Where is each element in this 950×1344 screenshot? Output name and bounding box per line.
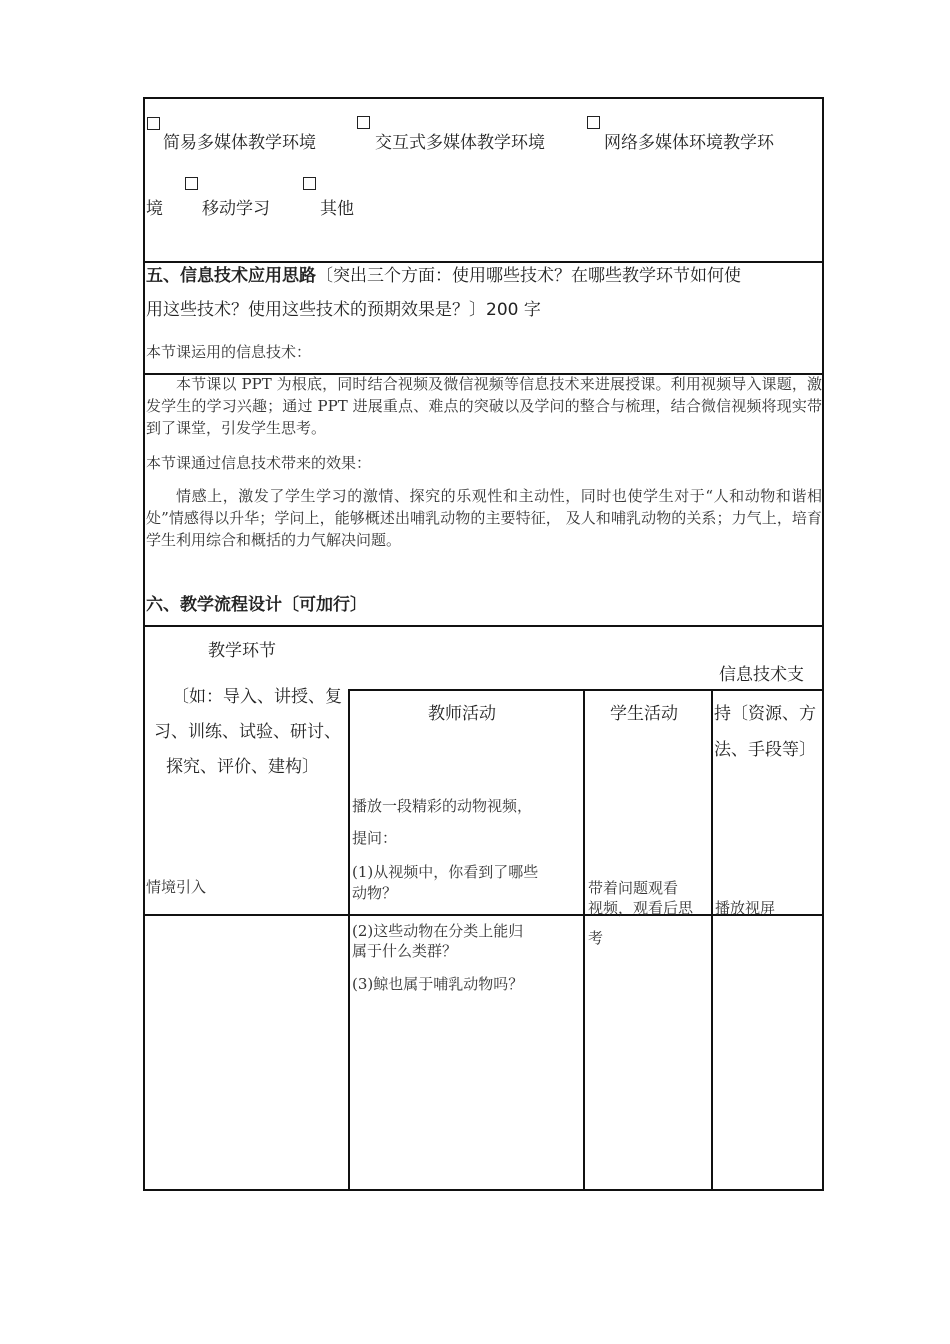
header-stage-hint-1: 〔如：导入、讲授、复 (172, 687, 342, 707)
header-tech-support-3: 法、手段等〕 (714, 740, 816, 760)
option-network-multimedia-cont: 境 (146, 199, 163, 219)
section5-heading: 五、信息技术应用思路 (146, 266, 316, 286)
row1-student-line2: 视频，观看后思 (588, 899, 694, 917)
section5-hint-line1: 〔突出三个方面：使用哪些技术？在哪些教学环节如何使 (316, 266, 741, 286)
header-stage-hint-3: 探究、评价、建构〕 (166, 757, 319, 777)
header-student-activity: 学生活动 (610, 704, 678, 724)
header-stage-title: 教学环节 (208, 641, 276, 661)
table-border-bottom (143, 1189, 824, 1191)
section5-hint-line2: 用这些技术？使用这些技术的预期效果是？〕200 字 (146, 300, 541, 320)
option-other: 其他 (320, 199, 354, 219)
effect-label: 本节课通过信息技术带来的效果： (146, 454, 372, 472)
row1-teacher-line2: 提问： (352, 829, 398, 847)
row1-teacher-line4: 动物？ (352, 884, 398, 902)
col-divider-1 (348, 689, 350, 1191)
header-teacher-activity: 教师活动 (428, 704, 496, 724)
checkbox-interactive-multimedia[interactable] (357, 116, 370, 129)
row1-teacher-line3: (1)从视频中，你看到了哪些 (352, 863, 539, 881)
tech-label: 本节课运用的信息技术： (146, 343, 312, 361)
checkbox-network-multimedia[interactable] (587, 116, 600, 129)
divider-header (348, 689, 824, 691)
checkbox-simple-multimedia[interactable] (147, 117, 160, 130)
row1-student-line1: 带着问题观看 (588, 879, 679, 897)
divider-sec6 (143, 625, 824, 627)
header-stage-hint-2: 习、训练、试验、研讨、 (154, 722, 341, 742)
option-mobile-learning: 移动学习 (202, 199, 270, 219)
row1-teacher-line1: 播放一段精彩的动物视频， (352, 797, 533, 815)
header-tech-support-2: 持〔资源、方 (714, 704, 816, 724)
option-simple-multimedia: 简易多媒体教学环境 (163, 133, 316, 153)
checkbox-other[interactable] (303, 177, 316, 190)
effect-paragraph: 情感上，激发了学生学习的激情、探究的乐观性和主动性，同时也使学生对于“人和动物和谐相处”情感得以升华；学问上，能够概述出哺乳动物的主要特征， 及人和哺乳动物的关系；力气上，培育学生利用综合和概括的力气解决问题。 (146, 487, 822, 549)
header-tech-support-1: 信息技术支 (719, 665, 804, 685)
col-divider-2 (583, 689, 585, 1191)
section6-heading: 六、教学流程设计〔可加行〕 (146, 595, 367, 615)
row2-teacher-line1: (2)这些动物在分类上能归 (352, 922, 524, 940)
row1-tech: 播放视屏 (715, 899, 776, 917)
option-network-multimedia: 网络多媒体环境教学环 (604, 133, 774, 153)
row2-teacher-line3: (3)鲸也属于哺乳动物吗？ (352, 975, 524, 993)
option-interactive-multimedia: 交互式多媒体教学环境 (375, 133, 545, 153)
col-divider-3 (711, 689, 713, 1191)
checkbox-mobile-learning[interactable] (185, 177, 198, 190)
row2-student-line1: 考 (588, 929, 604, 947)
row2-teacher-line2: 属于什么类群？ (352, 942, 458, 960)
row1-stage: 情境引入 (146, 878, 207, 896)
tech-paragraph: 本节课以 PPT 为根底，同时结合视频及微信视频等信息技术来进展授课。利用视频导入课题，激发学生的学习兴趣；通过 PPT 进展重点、难点的突破以及学问的整合与梳理，结合微信视频将现实带到了课堂，引发学生思考。 (146, 375, 822, 437)
section5-header-line1 (146, 261, 741, 286)
table-border-top (143, 97, 824, 99)
